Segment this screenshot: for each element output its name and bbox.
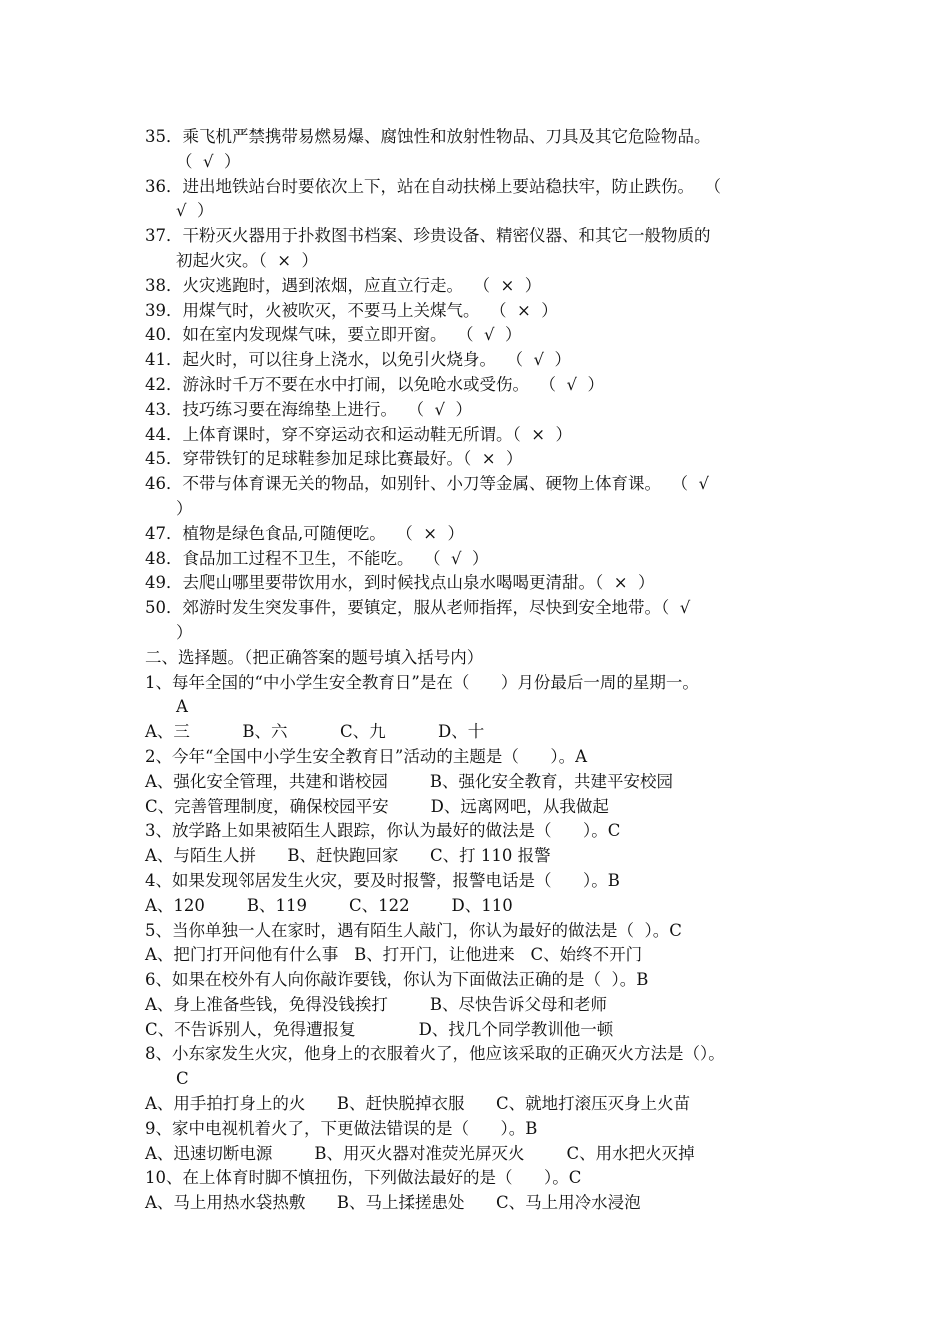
- document-page: [145, 125, 825, 1216]
- text-line: 8、小东家发生火灾，他身上的衣服着火了，他应该采取的正确灭火方法是（）。: [145, 1044, 725, 1064]
- text-line: 45．穿带铁钉的足球鞋参加足球比赛最好。（ × ）: [145, 449, 523, 469]
- text-line: C、不告诉别人，免得遭报复 D、找几个同学教训他一顿: [145, 1019, 614, 1039]
- text-line: A: [176, 697, 188, 717]
- text-line: ）: [176, 498, 193, 518]
- text-line: 1、每年全国的“中小学生安全教育日”是在（ ）月份最后一周的星期一。: [145, 672, 699, 692]
- text-line: 9、家中电视机着火了，下更做法错误的是（ ）。B: [145, 1118, 538, 1138]
- text-line: 46．不带与体育课无关的物品，如别针、小刀等金属、硬物上体育课。 （ √: [145, 474, 709, 494]
- text-line: 44．上体育课时，穿不穿运动衣和运动鞋无所谓。（ × ）: [145, 424, 573, 444]
- text-line: 40．如在室内发现煤气味，要立即开窗。 （ √ ）: [145, 325, 522, 345]
- text-line: A、马上用热水袋热敷 B、马上揉搓患处 C、马上用冷水浸泡: [145, 1193, 641, 1213]
- text-line: 43．技巧练习要在海绵垫上进行。 （ √ ）: [145, 399, 472, 419]
- text-line: 35．乘飞机严禁携带易燃易爆、腐蚀性和放射性物品、刀具及其它危险物品。: [145, 127, 711, 146]
- text-line: C: [176, 1069, 189, 1089]
- text-line: 47．植物是绿色食品,可随便吃。 （ × ）: [145, 523, 465, 543]
- text-line: 38．火灾逃跑时，遇到浓烟，应直立行走。 （ × ）: [145, 275, 542, 295]
- text-line: A、用手拍打身上的火 B、赶快脱掉衣服 C、就地打滚压灭身上火苗: [145, 1094, 691, 1114]
- text-line: 3、放学路上如果被陌生人跟踪，你认为最好的做法是（ ）。C: [145, 821, 621, 841]
- text-line: A、120 B、119 C、122 D、110: [145, 895, 513, 915]
- text-line: A、迅速切断电源 B、用灭火器对准荧光屏灭火 C、用水把火灭掉: [145, 1143, 695, 1163]
- text-line: A、三 B、六 C、九 D、十: [145, 722, 485, 742]
- text-line: 49．去爬山哪里要带饮用水，到时候找点山泉水喝喝更清甜。（ × ）: [145, 573, 655, 593]
- text-line: 50．郊游时发生突发事件，要镇定，服从老师指挥，尽快到安全地带。（ √: [145, 598, 691, 618]
- text-line: 4、如果发现邻居发生火灾，要及时报警，报警电话是（ ）。B: [145, 870, 620, 890]
- text-line: 36．进出地铁站台时要依次上下，站在自动扶梯上要站稳扶牢，防止跌伤。 （: [145, 176, 721, 196]
- text-line: 41．起火时，可以往身上浇水，以免引火烧身。 （ √ ）: [145, 350, 571, 370]
- text-line: A、强化安全管理，共建和谐校园 B、强化安全教育，共建平安校园: [145, 771, 673, 791]
- text-line: 初起火灾。（ × ）: [176, 250, 319, 270]
- text-line: C、完善管理制度，确保校园平安 D、远离网吧，从我做起: [145, 796, 609, 816]
- text-line: √ ）: [176, 201, 214, 221]
- text-line: A、把门打开问他有什么事 B、打开门，让他进来 C、始终不开门: [145, 945, 643, 965]
- text-line: A、与陌生人拼 B、赶快跑回家 C、打 110 报警: [145, 846, 551, 866]
- text-line: 10、在上体育时脚不慎扭伤，下列做法最好的是（ ）。C: [145, 1168, 582, 1188]
- text-line: 37．干粉灭火器用于扑救图书档案、珍贵设备、精密仪器、和其它一般物质的: [145, 226, 711, 246]
- text-line: 42．游泳时千万不要在水中打闹，以免呛水或受伤。 （ √ ）: [145, 374, 604, 394]
- text-line: ）: [176, 622, 193, 642]
- text-line: 48．食品加工过程不卫生，不能吃。 （ √ ）: [145, 548, 489, 568]
- text-line: 5、当你单独一人在家时，遇有陌生人敲门，你认为最好的做法是（ ）。C: [145, 920, 682, 940]
- text-line: A、身上准备些钱，免得没钱挨打 B、尽快告诉父母和老师: [145, 994, 607, 1014]
- text-line: 39．用煤气时，火被吹灭，不要马上关煤气。 （ × ）: [145, 300, 558, 320]
- text-line: 6、如果在校外有人向你敲诈要钱，你认为下面做法正确的是（ ）。B: [145, 970, 649, 990]
- text-line: 2、今年“全国中小学生安全教育日”活动的主题是（ ）。A: [145, 746, 588, 766]
- text-line: （ √ ）: [176, 151, 241, 171]
- text-line: 二、选择题。（把正确答案的题号填入括号内）: [145, 647, 484, 667]
